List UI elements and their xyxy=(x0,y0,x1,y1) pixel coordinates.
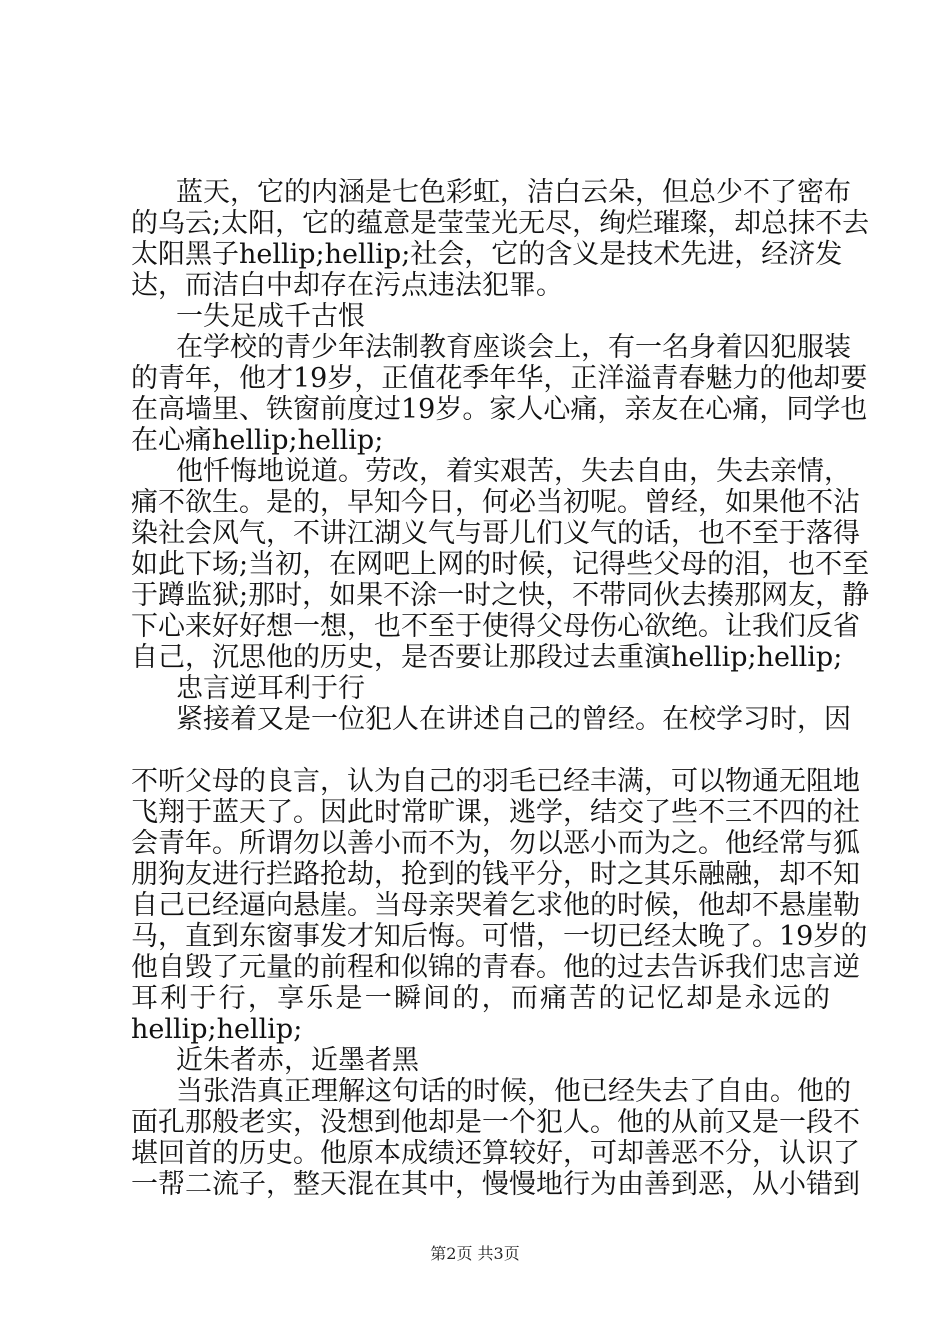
text-line: 达，而洁白中却存在污点违法犯罪。 xyxy=(131,270,563,301)
text-line: 紧接着又是一位犯人在讲述自己的曾经。在校学习时，因 xyxy=(176,704,851,735)
page-footer: 第2页 共3页 xyxy=(430,1244,520,1263)
text-line: 朋狗友进行拦路抢劫，抢到的钱平分，时之其乐融融，却不知 xyxy=(131,859,860,890)
text-line: 飞翔于蓝天了。因此时常旷课，逃学，结交了些不三不四的社 xyxy=(131,797,860,828)
text-line: 会青年。所谓勿以善小而不为，勿以恶小而为之。他经常与狐 xyxy=(131,828,860,859)
text-line: hellip;hellip; xyxy=(131,1014,303,1045)
text-line: 的乌云;太阳，它的蕴意是莹莹光无尽，绚烂璀璨，却总抹不去 xyxy=(131,208,870,239)
text-line: 自己已经逼向悬崖。当母亲哭着乞求他的时候，他却不悬崖勒 xyxy=(131,890,860,921)
text-line: 于蹲监狱;那时，如果不涂一时之快，不带同伙去揍那网友，静 xyxy=(131,580,870,611)
text-line: 如此下场;当初，在网吧上网的时候，记得些父母的泪，也不至 xyxy=(131,549,870,580)
text-line: 的青年，他才19岁，正值花季年华，正洋溢青春魅力的他却要 xyxy=(131,363,868,394)
text-line: 堪回首的历史。他原本成绩还算较好，可却善恶不分，认识了 xyxy=(131,1138,860,1169)
text-line: 一帮二流子，整天混在其中，慢慢地行为由善到恶，从小错到 xyxy=(131,1169,860,1200)
text-line: 耳利于行，享乐是一瞬间的，而痛苦的记忆却是永远的 xyxy=(131,983,830,1014)
text-line: 太阳黑子hellip;hellip;社会，它的含义是技术先进，经济发 xyxy=(131,239,843,270)
text-line: 不听父母的良言，认为自己的羽毛已经丰满，可以物通无阻地 xyxy=(131,766,860,797)
text-line: 面孔那般老实，没想到他却是一个犯人。他的从前又是一段不 xyxy=(131,1107,860,1138)
text-line: 在心痛hellip;hellip; xyxy=(131,425,384,456)
text-line: 下心来好好想一想，也不至于使得父母伤心欲绝。让我们反省 xyxy=(131,611,860,642)
heading-line: 一失足成千古恨 xyxy=(176,301,365,332)
text-line: 染社会风气，不讲江湖义气与哥儿们义气的话，也不至于落得 xyxy=(131,518,860,549)
text-line: 在高墙里、铁窗前度过19岁。家人心痛，亲友在心痛，同学也 xyxy=(131,394,868,425)
heading-line: 近朱者赤，近墨者黑 xyxy=(176,1045,419,1076)
text-line: 痛不欲生。是的，早知今日，何必当初呢。曾经，如果他不沾 xyxy=(131,487,860,518)
text-line: 当张浩真正理解这句话的时候，他已经失去了自由。他的 xyxy=(176,1076,851,1107)
text-line: 自己，沉思他的历史，是否要让那段过去重演hellip;hellip; xyxy=(131,642,843,673)
text-line: 他自毁了元量的前程和似锦的青春。他的过去告诉我们忠言逆 xyxy=(131,952,860,983)
heading-line: 忠言逆耳利于行 xyxy=(176,673,365,704)
text-line: 在学校的青少年法制教育座谈会上，有一名身着囚犯服装 xyxy=(176,332,851,363)
text-line: 马，直到东窗事发才知后悔。可惜，一切已经太晚了。19岁的 xyxy=(131,921,868,952)
text-line: 他忏悔地说道。劳改，着实艰苦，失去自由，失去亲情， xyxy=(176,456,851,487)
text-line: 蓝天，它的内涵是七色彩虹，洁白云朵，但总少不了密布 xyxy=(176,177,851,208)
